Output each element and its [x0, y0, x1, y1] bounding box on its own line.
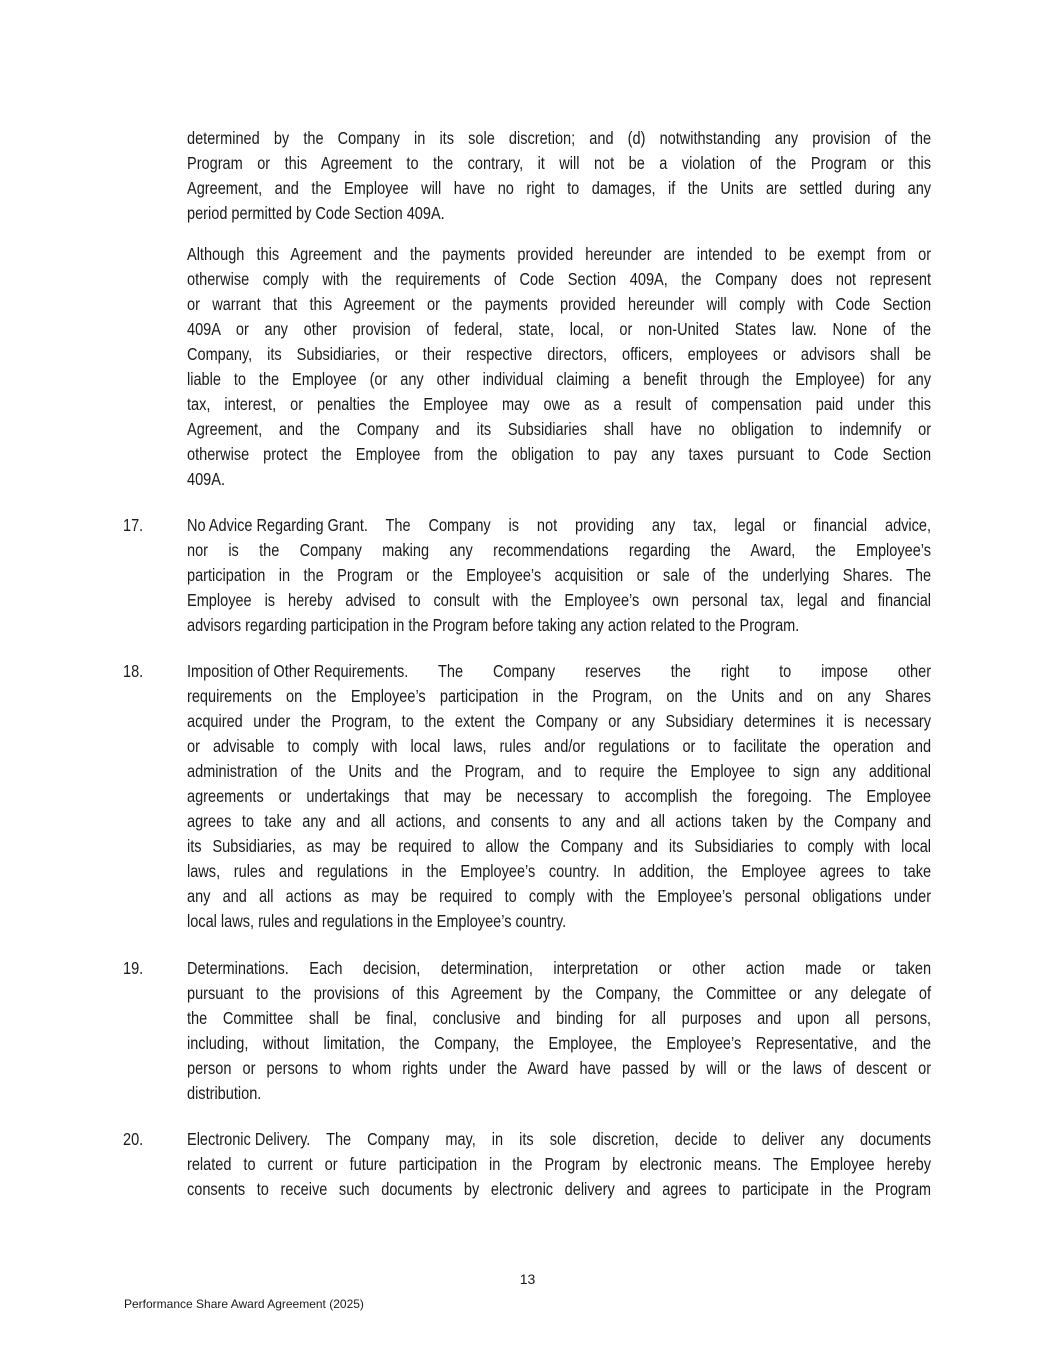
- paragraph-line: person or persons to whom rights under the Award have passed by will or the laws of descent or: [187, 1058, 932, 1078]
- paragraph-line: agreements or undertakings that may be necessary to accomplish the foregoing. The Employee: [187, 786, 932, 806]
- paragraph-line: local laws, rules and regulations in the Employee’s country.: [187, 911, 567, 931]
- section-number: 19.: [123, 958, 144, 978]
- paragraph-line: any and all actions as may be required to comply with the Employee’s personal obligations under: [187, 886, 932, 906]
- section-heading: Electronic Delivery.: [187, 1129, 311, 1149]
- paragraph-line: otherwise protect the Employee from the obligation to pay any taxes pursuant to Code Section: [187, 444, 932, 464]
- paragraph-line: determined by the Company in its sole discretion; and (d) notwithstanding any provision of the: [187, 128, 932, 148]
- paragraph-line: related to current or future participation in the Program by electronic means. The Employee hereby: [187, 1154, 932, 1174]
- paragraph-line: laws, rules and regulations in the Employee’s country. In addition, the Employee agrees to take: [187, 861, 932, 881]
- paragraph-line: otherwise comply with the requirements of Code Section 409A, the Company does not represent: [187, 269, 932, 289]
- section-heading: Determinations.: [187, 958, 289, 978]
- section-heading: Imposition of Other Requirements.: [187, 661, 409, 681]
- paragraph-line: Employee is hereby advised to consult with the Employee’s own personal tax, legal and financial: [187, 590, 932, 610]
- paragraph-line: No Advice Regarding Grant. The Company is not providing any tax, legal or financial advice,: [187, 513, 931, 538]
- paragraph-line: Agreement, and the Employee will have no right to damages, if the Units are settled during any: [187, 178, 932, 198]
- paragraph-line: Agreement, and the Company and its Subsidiaries shall have no obligation to indemnify or: [187, 419, 932, 439]
- paragraph-line: Imposition of Other Requirements. The Company reserves the right to impose other: [187, 659, 931, 684]
- paragraph-line: Program or this Agreement to the contrary, it will not be a violation of the Program or this: [187, 153, 932, 173]
- paragraph-line: liable to the Employee (or any other individual claiming a benefit through the Employee) for any: [187, 369, 932, 389]
- paragraph-line: requirements on the Employee’s participation in the Program, on the Units and on any Shares: [187, 686, 932, 706]
- paragraph-line: Company, its Subsidiaries, or their respective directors, officers, employees or advisors shall be: [187, 344, 932, 364]
- paragraph-line: including, without limitation, the Company, the Employee, the Employee’s Representative, and the: [187, 1033, 932, 1053]
- section-number: 20.: [123, 1129, 144, 1149]
- paragraph-line: nor is the Company making any recommendations regarding the Award, the Employee’s: [187, 540, 932, 560]
- paragraph-line: distribution.: [187, 1083, 262, 1103]
- paragraph-line: period permitted by Code Section 409A.: [187, 203, 445, 223]
- paragraph-line: or advisable to comply with local laws, rules and/or regulations or to facilitate the operation and: [187, 736, 932, 756]
- paragraph-line: the Committee shall be final, conclusive and binding for all purposes and upon all persons,: [187, 1008, 932, 1028]
- paragraph-line: participation in the Program or the Employee’s acquisition or sale of the underlying Shares. The: [187, 565, 932, 585]
- paragraph-line: Although this Agreement and the payments provided hereunder are intended to be exempt from or: [187, 244, 932, 264]
- paragraph-line: 409A or any other provision of federal, state, local, or non-United States law. None of the: [187, 319, 932, 339]
- paragraph-line: acquired under the Program, to the extent the Company or any Subsidiary determines it is necessary: [187, 711, 932, 731]
- paragraph-line: or warrant that this Agreement or the payments provided hereunder will comply with Code Section: [187, 294, 932, 314]
- paragraph-line: pursuant to the provisions of this Agreement by the Company, the Committee or any delegate of: [187, 983, 932, 1003]
- paragraph-line: agrees to take any and all actions, and consents to any and all actions taken by the Company and: [187, 811, 932, 831]
- paragraph-line: Electronic Delivery. The Company may, in its sole discretion, decide to deliver any documents: [187, 1127, 931, 1152]
- paragraph-line: Determinations. Each decision, determination, interpretation or other action made or taken: [187, 956, 931, 981]
- section-number: 17.: [123, 515, 144, 535]
- footer-text: Performance Share Award Agreement (2025): [124, 1297, 364, 1311]
- paragraph-line: its Subsidiaries, as may be required to allow the Company and its Subsidiaries to comply with local: [187, 836, 932, 856]
- paragraph-line: advisors regarding participation in the Program before taking any action related to the Program.: [187, 615, 800, 635]
- page-number: 13: [519, 1271, 536, 1287]
- paragraph-line: tax, interest, or penalties the Employee may owe as a result of compensation paid under this: [187, 394, 932, 414]
- paragraph-line: administration of the Units and the Program, and to require the Employee to sign any additional: [187, 761, 932, 781]
- section-number: 18.: [123, 661, 144, 681]
- section-heading: No Advice Regarding Grant.: [187, 515, 368, 535]
- paragraph-line: 409A.: [187, 469, 225, 489]
- paragraph-line: consents to receive such documents by electronic delivery and agrees to participate in the Program: [187, 1179, 932, 1199]
